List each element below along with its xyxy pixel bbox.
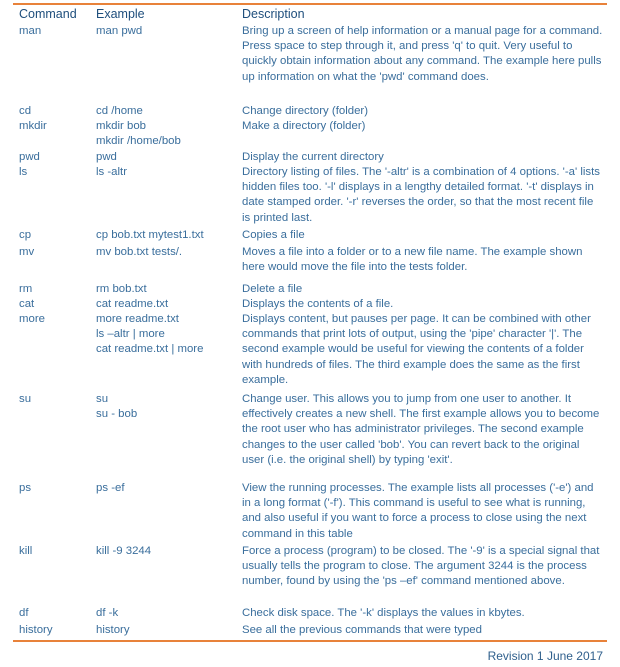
example-line: cat readme.txt bbox=[96, 298, 169, 310]
command-name: mv bbox=[19, 246, 35, 258]
command-example bbox=[96, 119, 181, 149]
command-name: su bbox=[19, 393, 32, 405]
command-description: See all the previous commands that were typed bbox=[242, 624, 482, 636]
example-line: su - bob bbox=[96, 408, 138, 421]
command-description: View the running processes. The example lists all processes ('-e') and in a long format ('-f'). This command is useful to see what is running, and also useful if you want to force a process to close using the next command in this table bbox=[242, 482, 594, 540]
example-line: history bbox=[96, 624, 130, 636]
example-line: rm bob.txt bbox=[96, 283, 147, 295]
command-example bbox=[96, 228, 204, 243]
revision-note: Revision 1 June 2017 bbox=[487, 649, 603, 663]
example-line: ls -altr bbox=[96, 166, 128, 178]
example-line: mkdir /home/bob bbox=[96, 135, 181, 148]
command-description: Delete a file bbox=[242, 283, 303, 295]
command-example bbox=[96, 481, 125, 496]
example-line: mkdir bob bbox=[96, 120, 147, 132]
command-name: more bbox=[19, 313, 45, 325]
command-example bbox=[96, 165, 127, 180]
command-example bbox=[96, 24, 142, 39]
command-name: history bbox=[19, 624, 53, 636]
example-line: mv bob.txt tests/. bbox=[96, 246, 183, 258]
header-description: Description bbox=[242, 7, 305, 21]
command-description: Display the current directory bbox=[242, 151, 384, 163]
example-line: pwd bbox=[96, 151, 117, 163]
command-name: cp bbox=[19, 229, 32, 241]
example-line: ps -ef bbox=[96, 482, 125, 494]
command-example bbox=[96, 392, 137, 422]
command-example bbox=[96, 245, 182, 260]
command-description: Change directory (folder) bbox=[242, 105, 368, 117]
command-name: df bbox=[19, 607, 29, 619]
command-example bbox=[96, 104, 143, 119]
command-description: Check disk space. The '-k' displays the values in kbytes. bbox=[242, 607, 525, 619]
command-description: Copies a file bbox=[242, 229, 305, 241]
command-name: pwd bbox=[19, 151, 40, 163]
command-description: Displays content, but pauses per page. It can be combined with other commands that print lots of output, using the 'pipe' character '|'. The second example would be useful for viewing the contents of a folder with hundreds of files. The third example does the same as the first example. bbox=[242, 313, 591, 386]
command-description: Bring up a screen of help information or a manual page for a command. Press space to step through it, and press 'q' to quit. Very useful to quickly obtain information about any command. The example here pulls up information on what the 'pwd' command does. bbox=[242, 25, 603, 83]
example-line: cd /home bbox=[96, 105, 143, 117]
example-line: cat readme.txt | more bbox=[96, 343, 204, 356]
command-name: man bbox=[19, 25, 42, 37]
command-example bbox=[96, 544, 151, 559]
top-rule bbox=[13, 3, 607, 5]
command-name: mkdir bbox=[19, 120, 47, 132]
command-example bbox=[96, 606, 118, 621]
command-example bbox=[96, 297, 168, 312]
command-description: Force a process (program) to be closed. The '-9' is a special signal that usually tells the program to close. The argument 3244 is the process number, found by using the 'ps –ef' command mentioned above. bbox=[242, 545, 600, 588]
command-example bbox=[96, 312, 203, 358]
command-example bbox=[96, 150, 117, 165]
example-line: ls –altr | more bbox=[96, 328, 165, 341]
command-example bbox=[96, 282, 147, 297]
example-line: cp bob.txt mytest1.txt bbox=[96, 229, 204, 241]
command-description: Displays the contents of a file. bbox=[242, 298, 394, 310]
example-line: man pwd bbox=[96, 25, 143, 37]
table-header bbox=[0, 7, 620, 25]
command-description: Make a directory (folder) bbox=[242, 120, 366, 132]
command-name: cd bbox=[19, 105, 32, 117]
header-command: Command bbox=[19, 7, 77, 21]
example-line: df -k bbox=[96, 607, 119, 619]
command-name: ps bbox=[19, 482, 32, 494]
command-description: Change user. This allows you to jump from one user to another. It effectively creates a new shell. The first example allows you to become the root user who has administrator privileges. The second example changes to the user called 'bob'. You can revert back to the original user (i.e. the original shell) by typing 'exit'. bbox=[242, 393, 600, 466]
command-name: cat bbox=[19, 298, 35, 310]
bottom-rule bbox=[13, 640, 607, 642]
header-example: Example bbox=[96, 7, 145, 21]
example-line: kill -9 3244 bbox=[96, 545, 152, 557]
command-example bbox=[96, 623, 130, 638]
command-description: Directory listing of files. The '-altr' is a combination of 4 options. '-a' lists hidden files too. '-l' displays in a lengthy detailed format. '-t' displays in date stamped order. '-r' reverses the order, so that the most recent file is printed last. bbox=[242, 166, 600, 224]
command-description: Moves a file into a folder or to a new file name. The example shown here would move the file into the tests folder. bbox=[242, 246, 583, 274]
command-name: ls bbox=[19, 166, 28, 178]
example-line: more readme.txt bbox=[96, 313, 179, 325]
example-line: su bbox=[96, 393, 109, 405]
command-name: kill bbox=[19, 545, 33, 557]
command-name: rm bbox=[19, 283, 33, 295]
